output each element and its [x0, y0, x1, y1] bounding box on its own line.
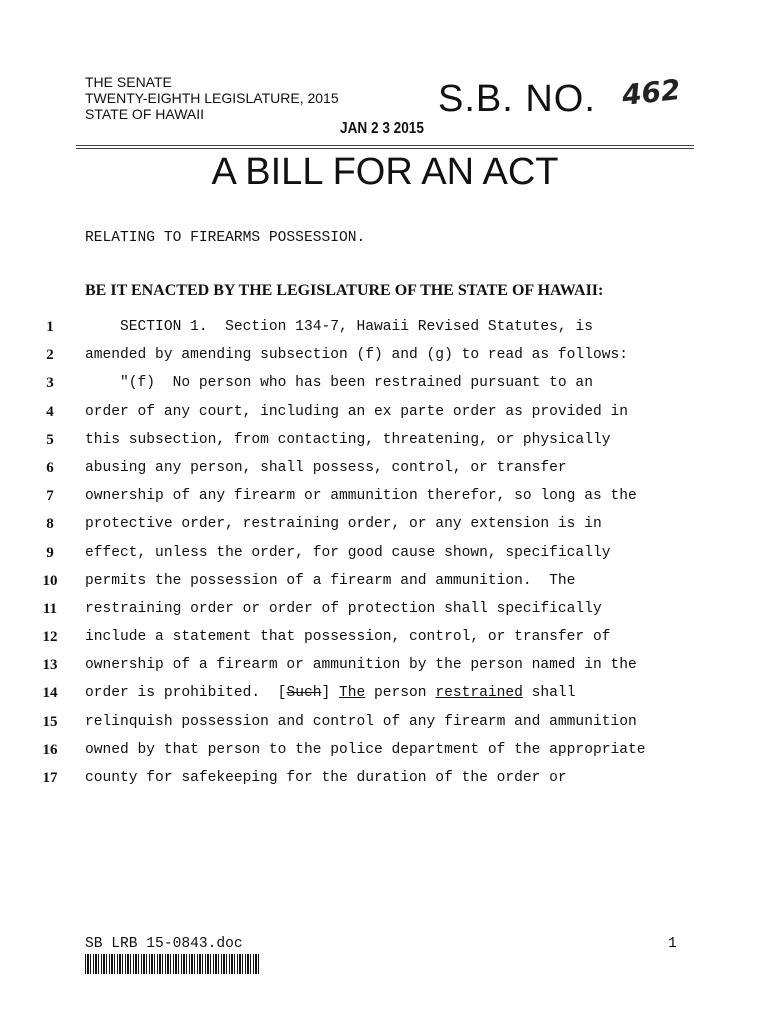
bill-line [38, 454, 758, 482]
line-text: order of any court, including an ex parte order as provided in [85, 403, 628, 420]
document-id: SB LRB 15-0843.doc [85, 936, 243, 952]
barcode-icon [85, 954, 261, 974]
text-segment: shall [522, 685, 576, 702]
line-number: 15 [42, 713, 58, 730]
chamber-label: THE SENATE [85, 74, 172, 90]
line-text: relinquish possession and control of any firearm and ammunition [85, 713, 637, 730]
bill-line [38, 764, 758, 792]
line-number: 7 [46, 488, 54, 505]
deleted-text: Such [286, 685, 322, 702]
bill-line [38, 736, 758, 764]
text-segment: order is prohibited. [ [85, 685, 287, 702]
line-number: 9 [46, 544, 54, 561]
line-number: 11 [42, 600, 58, 617]
bill-line [38, 482, 758, 510]
line-text: include a statement that possession, control, or transfer of [85, 629, 611, 646]
line-text: county for safekeeping for the duration of the order or [85, 770, 567, 786]
legislature-label: TWENTY-EIGHTH LEGISLATURE, 2015 [85, 90, 339, 106]
date-stamp: JAN 2 3 2015 [340, 120, 424, 137]
line-number: 10 [42, 572, 58, 589]
line-text: effect, unless the order, for good cause shown, specifically [85, 544, 611, 561]
line-number: 13 [42, 657, 58, 674]
line-text [85, 679, 575, 707]
page-number: 1 [668, 936, 677, 952]
bill-line [38, 651, 758, 679]
line-text: ownership of any firearm or ammunition therefor, so long as the [85, 488, 637, 505]
header-rule-top [76, 145, 694, 146]
bill-line [38, 510, 758, 538]
line-text: permits the possession of a firearm and ammunition. The [85, 572, 576, 589]
line-number: 1 [46, 319, 54, 335]
line-number: 4 [46, 403, 54, 420]
bill-line [38, 623, 758, 651]
bill-line [38, 679, 758, 707]
line-number: 3 [46, 375, 54, 392]
bill-line [38, 567, 758, 595]
header-rule-bottom [76, 148, 694, 149]
line-text: abusing any person, shall possess, control, or transfer [85, 459, 567, 476]
line-number: 17 [42, 770, 58, 786]
bill-line [38, 426, 758, 454]
line-number: 12 [42, 629, 58, 646]
inserted-text: The [338, 685, 366, 702]
bill-line [38, 369, 758, 397]
bill-line [38, 398, 758, 426]
bill-line [38, 595, 758, 623]
line-number: 6 [46, 459, 54, 476]
document-title: A BILL FOR AN ACT [211, 151, 559, 193]
line-text: owned by that person to the police department of the appropriate [85, 741, 646, 758]
bill-line [38, 539, 758, 567]
enacting-clause: BE IT ENACTED BY THE LEGISLATURE OF THE STATE OF HAWAII: [85, 282, 604, 299]
inserted-text: restrained [435, 685, 523, 702]
line-number: 14 [42, 685, 58, 702]
text-segment: ] [321, 685, 339, 702]
line-text: this subsection, from contacting, threatening, or physically [85, 431, 611, 448]
bill-line [38, 708, 758, 736]
line-text: ownership of a firearm or ammunition by the person named in the [85, 657, 637, 674]
bill-label: S.B. NO. [438, 78, 596, 120]
line-number: 16 [42, 741, 58, 758]
text-segment: person [365, 685, 436, 702]
state-label: STATE OF HAWAII [85, 106, 204, 122]
bill-line [38, 313, 758, 341]
line-text: protective order, restraining order, or any extension is in [85, 516, 602, 533]
bill-body [38, 313, 758, 792]
line-number: 8 [46, 516, 54, 533]
relating-clause: RELATING TO FIREARMS POSSESSION. [85, 230, 366, 246]
line-number: 5 [46, 431, 54, 448]
line-text: restraining order or order of protection shall specifically [85, 600, 602, 617]
line-number: 2 [46, 347, 54, 364]
bill-line [38, 341, 758, 369]
line-text: amended by amending subsection (f) and (g) to read as follows: [85, 347, 628, 364]
bill-number-handwritten: 462 [620, 73, 683, 112]
line-text: "(f) No person who has been restrained pursuant to an [85, 375, 593, 392]
line-text: SECTION 1. Section 134-7, Hawaii Revised Statutes, is [85, 319, 593, 335]
